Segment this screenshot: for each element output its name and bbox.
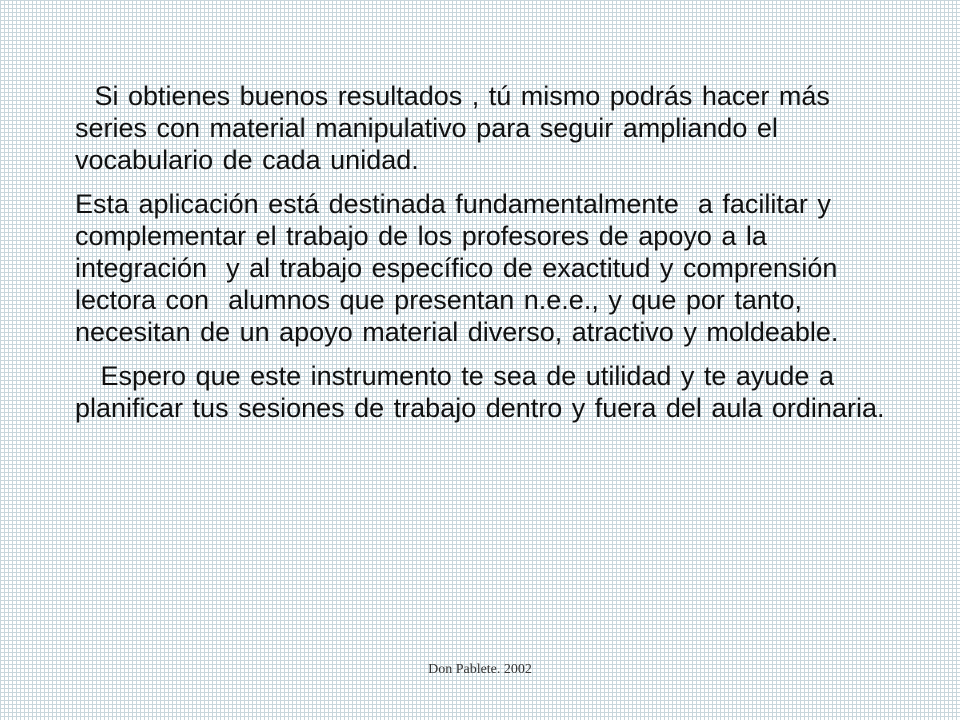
slide-text-body [75,80,905,436]
paragraph-results: Si obtienes buenos resultados , tú mismo podrás hacer más series con material manipulativo para seguir ampliando el vocabulario de cada unidad. [75,81,840,175]
footer-credit: Don Pablete. 2002 [428,662,532,677]
paragraph-closing-wish: Espero que este instrumento te sea de utilidad y te ayude a planificar tus sesiones de trabajo dentro y fuera del aula ordinaria. [75,361,885,423]
paragraph-application-purpose: Esta aplicación está destinada fundamentalmente a facilitar y complementar el trabajo de los profesores de apoyo a la integración y al trabajo específico de exactitud y comprensión lectora con alumnos que presentan n.e.e., y que por tanto, necesitan de un apoyo material diverso, atractivo y moldeable. [75,189,847,347]
